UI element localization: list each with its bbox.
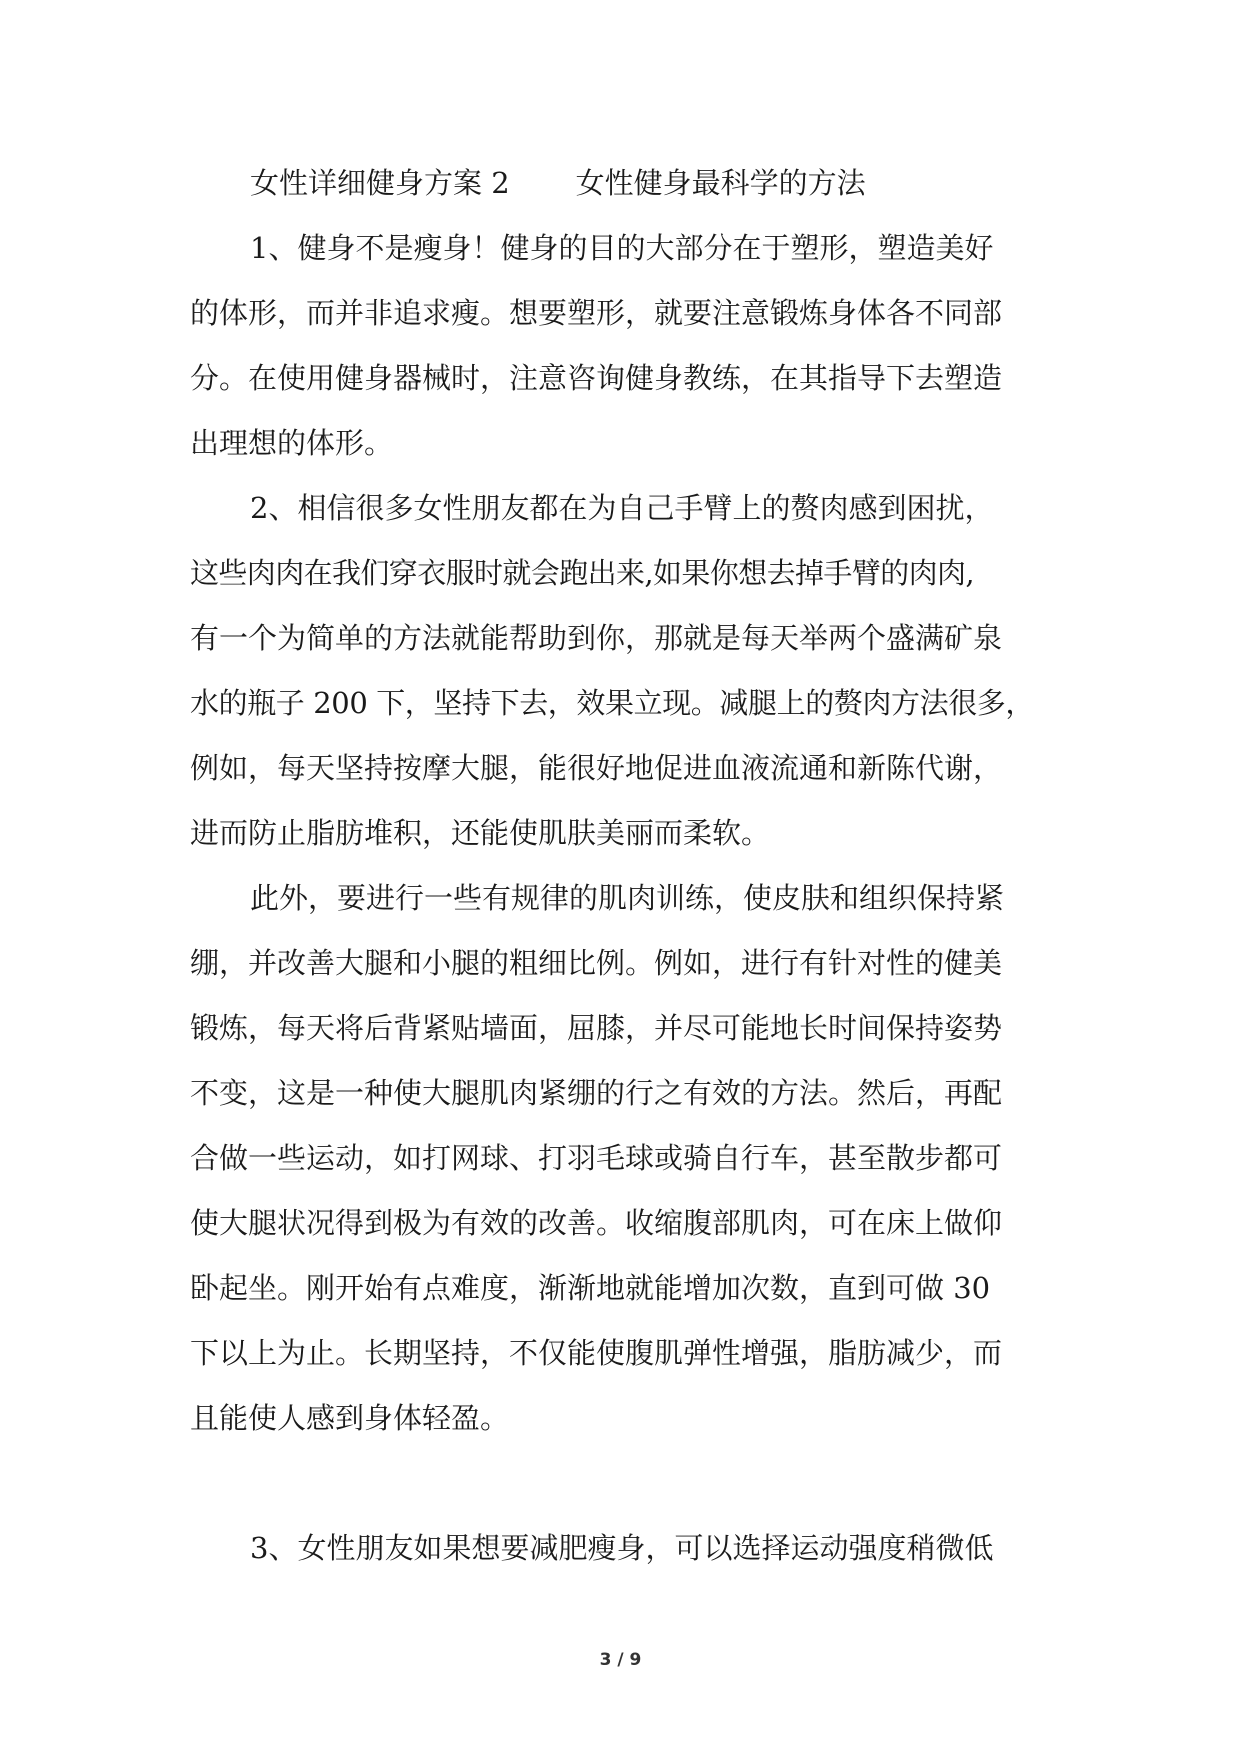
paragraph-line: 例如，每天坚持按摩大腿，能很好地促进血液流通和新陈代谢， [190, 751, 1003, 785]
paragraph-line: 3、女性朋友如果想要减肥瘦身，可以选择运动强度稍微低 [250, 1531, 994, 1565]
paragraph-line: 合做一些运动，如打网球、打羽毛球或骑自行车，甚至散步都可 [190, 1141, 1003, 1175]
page-number: 3 / 9 [599, 1650, 642, 1670]
paragraph-line: 卧起坐。刚开始有点难度，渐渐地就能增加次数，直到可做 30 [190, 1271, 991, 1305]
paragraph-line: 这些肉肉在我们穿衣服时就会跑出来,如果你想去掉手臂的肉肉, [190, 556, 975, 590]
paragraph-line: 使大腿状况得到极为有效的改善。收缩腹部肌肉，可在床上做仰 [190, 1206, 1003, 1240]
paragraph-line: 进而防止脂肪堆积，还能使肌肤美丽而柔软。 [190, 816, 771, 850]
paragraph-line: 绷，并改善大腿和小腿的粗细比例。例如，进行有针对性的健美 [190, 946, 1003, 980]
paragraph-line: 锻炼，每天将后背紧贴墙面，屈膝，并尽可能地长时间保持姿势 [190, 1011, 1003, 1045]
title-part-1: 女性详细健身方案 2 [250, 166, 510, 200]
paragraph-line: 有一个为简单的方法就能帮助到你，那就是每天举两个盛满矿泉 [190, 621, 1003, 655]
paragraph-line: 分。在使用健身器械时，注意咨询健身教练，在其指导下去塑造 [190, 361, 1003, 395]
paragraph-line: 此外，要进行一些有规律的肌肉训练，使皮肤和组织保持紧 [250, 881, 1005, 915]
paragraph-line: 的体形，而并非追求瘦。想要塑形，就要注意锻炼身体各不同部 [190, 296, 1003, 330]
paragraph-line: 不变，这是一种使大腿肌肉紧绷的行之有效的方法。然后，再配 [190, 1076, 1003, 1110]
paragraph-line: 水的瓶子 200 下，坚持下去，效果立现。减腿上的赘肉方法很多， [190, 686, 1034, 720]
paragraph-line: 1、健身不是瘦身！健身的目的大部分在于塑形，塑造美好 [250, 231, 994, 265]
paragraph-line: 且能使人感到身体轻盈。 [190, 1401, 510, 1435]
title-part-2: 女性健身最科学的方法 [575, 166, 866, 200]
paragraph-line: 下以上为止。长期坚持，不仅能使腹肌弹性增强，脂肪减少，而 [190, 1336, 1003, 1370]
document-title [250, 163, 866, 203]
paragraph-line: 2、相信很多女性朋友都在为自己手臂上的赘肉感到困扰， [250, 491, 994, 525]
paragraph-line: 出理想的体形。 [190, 426, 394, 460]
